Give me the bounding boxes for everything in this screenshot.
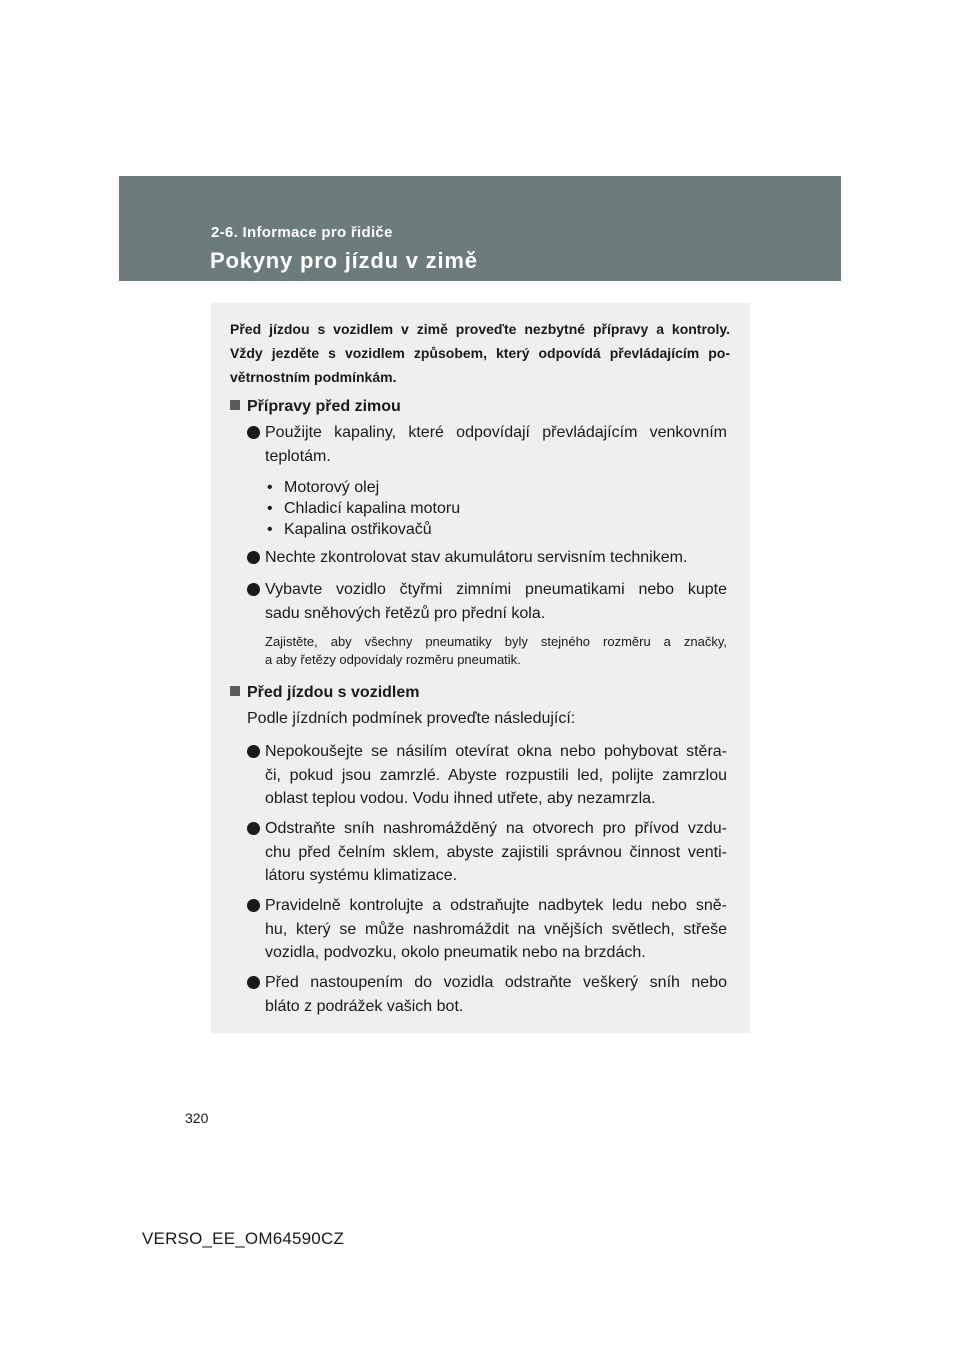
list-item: Odstraňte sníh nashromážděný na otvorech pro přívod vzdu- chu před čelním sklem, abyste zajistili správnou činnost venti- látoru systému klimatizace. (247, 817, 727, 888)
section-heading-winter-prep: Přípravy před zimou (230, 398, 401, 416)
page-number: 320 (185, 1110, 209, 1126)
square-bullet-icon (230, 400, 240, 410)
note-text: Zajistěte, aby všechny pneumatiky byly stejného rozměru a značky, a aby řetězy odpovídaly rozměru pneumatik. (265, 634, 727, 667)
section-number: 2-6. Informace pro řidiče (211, 224, 393, 241)
content-panel (211, 303, 750, 1033)
document-code: VERSO_EE_OM64590CZ (142, 1229, 345, 1248)
list-item: Pravidelně kontrolujte a odstraňujte nadbytek ledu nebo sně- hu, který se může nashromáždit na vnějších světlech, střeše vozidla, podvozku, okolo pneumatik nebo na brzdách. (247, 894, 727, 965)
bullet-dot-icon (247, 745, 260, 758)
list-item: Nechte zkontrolovat stav akumulátoru servisním technikem. (247, 546, 727, 570)
bullet-dot-icon (247, 551, 260, 564)
bullet-dot-icon (247, 899, 260, 912)
chapter-header (119, 176, 841, 281)
section-heading-before-driving: Před jízdou s vozidlem (230, 684, 419, 702)
list-item: Nepokoušejte se násilím otevírat okna nebo pohybovat stěra- či, pokud jsou zamrzlé. Abyste rozpustili led, polijte zamrzlou oblast teplou vodou. Vodu ihned utřete, aby nezamrzla. (247, 740, 727, 811)
bullet-dot-icon (247, 976, 260, 989)
bullet-dot-icon (247, 426, 260, 439)
bullet-dot-icon (247, 822, 260, 835)
bullet-dot-icon (247, 583, 260, 596)
square-bullet-icon (230, 686, 240, 696)
list-item: Použijte kapaliny, které odpovídají převládajícím venkovním teplotám. (247, 421, 727, 468)
section-lead: Podle jízdních podmínek proveďte následující: (247, 710, 576, 727)
list-item: • Chladicí kapalina motoru (267, 498, 460, 519)
list-item: • Motorový olej (267, 477, 460, 498)
page-title: Pokyny pro jízdu v zimě (210, 248, 478, 273)
list-item: Vybavte vozidlo čtyřmi zimními pneumatikami nebo kupte sadu sněhových řetězů pro přední kola. (247, 578, 727, 625)
fluids-list (267, 477, 460, 540)
list-item: Před nastoupením do vozidla odstraňte veškerý sníh nebo bláto z podrážek vašich bot. (247, 971, 727, 1018)
list-item: • Kapalina ostřikovačů (267, 519, 460, 540)
intro-text: Před jízdou s vozidlem v zimě proveďte nezbytné přípravy a kontroly. Vždy jezděte s vozidlem způsobem, který odpovídá převládajícím po- větrnostním podmínkám. (230, 321, 730, 385)
